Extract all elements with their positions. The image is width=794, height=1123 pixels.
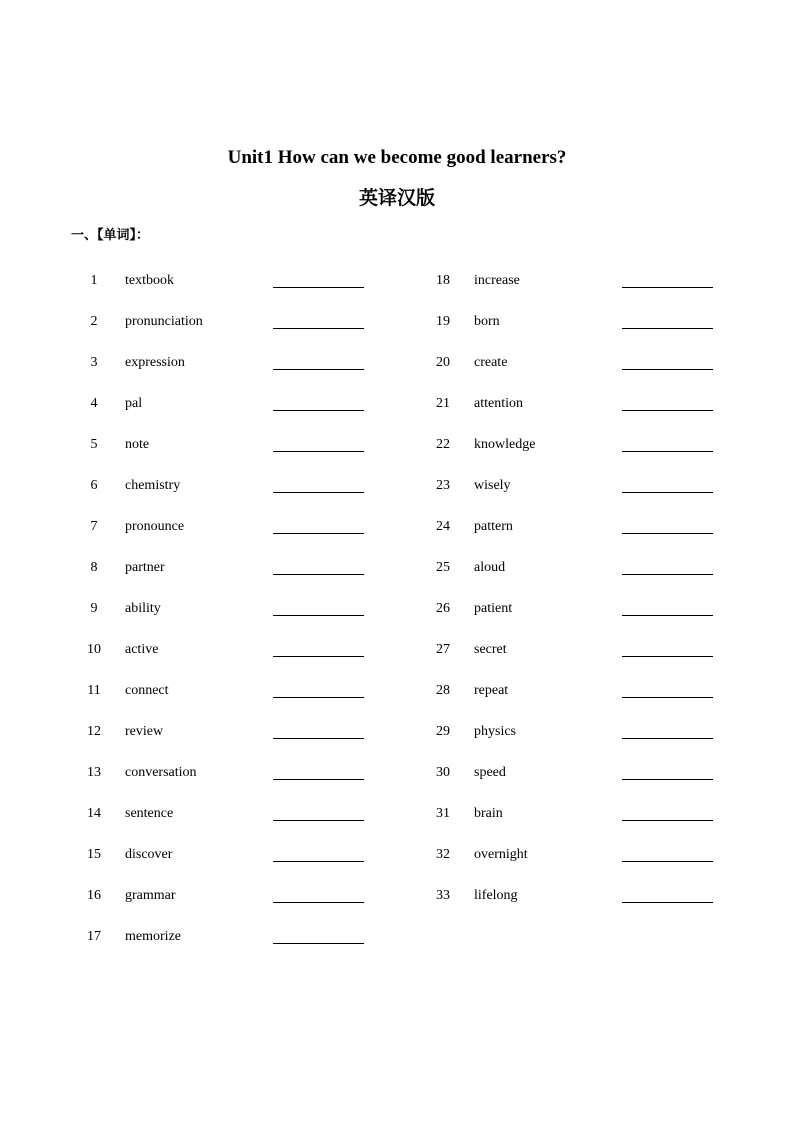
vocab-row <box>78 389 368 430</box>
answer-blank-line <box>622 410 713 411</box>
vocab-word: pronunciation <box>125 314 203 329</box>
answer-blank-line <box>273 779 364 780</box>
vocab-word: note <box>125 437 150 452</box>
answer-blank-line <box>273 287 364 288</box>
answer-blank-line <box>273 574 364 575</box>
vocab-word: overnight <box>474 847 528 862</box>
vocab-number: 20 <box>436 355 450 370</box>
vocab-number: 11 <box>87 683 101 698</box>
answer-blank-line <box>622 287 713 288</box>
answer-blank-line <box>273 410 364 411</box>
vocab-row <box>78 266 368 307</box>
answer-blank-line <box>273 328 364 329</box>
vocab-number: 22 <box>436 437 450 452</box>
page-subtitle: 英译汉版 <box>358 187 435 209</box>
vocab-number: 17 <box>87 929 101 944</box>
vocab-number: 28 <box>436 683 450 698</box>
vocab-word: patient <box>474 601 513 616</box>
vocab-word: attention <box>474 396 523 411</box>
vocab-word: secret <box>474 642 507 657</box>
vocab-row <box>78 512 368 553</box>
word-column-right <box>427 266 717 922</box>
answer-blank-line <box>622 697 713 698</box>
vocab-row <box>78 881 368 922</box>
vocab-word: memorize <box>125 929 181 944</box>
answer-blank-line <box>273 492 364 493</box>
vocab-row <box>427 594 717 635</box>
vocab-row <box>427 635 717 676</box>
vocab-number: 5 <box>90 437 98 452</box>
vocab-word: born <box>474 314 500 329</box>
section-heading: 一、【单词】： <box>71 228 150 243</box>
vocab-word: conversation <box>125 765 197 780</box>
vocab-row <box>427 676 717 717</box>
vocab-row <box>427 758 717 799</box>
answer-blank-line <box>622 902 713 903</box>
vocab-row <box>427 307 717 348</box>
vocab-number: 7 <box>90 519 98 534</box>
answer-blank-line <box>273 656 364 657</box>
vocab-word: physics <box>474 724 516 739</box>
vocab-number: 18 <box>436 273 450 288</box>
answer-blank-line <box>273 902 364 903</box>
vocab-row <box>78 922 368 963</box>
vocab-number: 29 <box>436 724 450 739</box>
answer-blank-line <box>273 533 364 534</box>
vocab-word: knowledge <box>474 437 536 452</box>
vocab-row <box>427 881 717 922</box>
vocab-word: repeat <box>474 683 509 698</box>
answer-blank-line <box>622 574 713 575</box>
vocab-number: 6 <box>90 478 98 493</box>
answer-blank-line <box>273 451 364 452</box>
vocab-number: 23 <box>436 478 450 493</box>
vocab-word: wisely <box>474 478 511 493</box>
vocab-number: 14 <box>87 806 101 821</box>
vocab-word: aloud <box>474 560 506 575</box>
vocab-row <box>78 553 368 594</box>
vocab-word: expression <box>125 355 185 370</box>
answer-blank-line <box>622 533 713 534</box>
vocab-word: textbook <box>125 273 174 288</box>
answer-blank-line <box>273 943 364 944</box>
vocab-number: 9 <box>90 601 98 616</box>
vocab-number: 12 <box>87 724 101 739</box>
vocab-number: 27 <box>436 642 450 657</box>
vocab-row <box>78 840 368 881</box>
vocab-row <box>427 512 717 553</box>
vocab-row <box>427 266 717 307</box>
vocab-word: pattern <box>474 519 513 534</box>
vocab-row <box>427 553 717 594</box>
vocab-row <box>427 348 717 389</box>
vocab-number: 4 <box>90 396 98 411</box>
vocab-row <box>427 430 717 471</box>
vocab-number: 3 <box>90 355 98 370</box>
vocab-row <box>427 389 717 430</box>
vocab-word: pal <box>125 396 143 411</box>
vocab-word: speed <box>474 765 506 780</box>
answer-blank-line <box>622 492 713 493</box>
vocab-number: 30 <box>436 765 450 780</box>
answer-blank-line <box>622 656 713 657</box>
vocab-row <box>427 799 717 840</box>
vocab-word: review <box>125 724 164 739</box>
vocab-number: 10 <box>87 642 101 657</box>
vocab-word: connect <box>125 683 169 698</box>
vocab-word: lifelong <box>474 888 518 903</box>
vocab-row <box>427 717 717 758</box>
vocab-word: grammar <box>125 888 176 903</box>
vocab-number: 15 <box>87 847 101 862</box>
page-title: Unit1 How can we become good learners? <box>227 147 567 168</box>
vocab-number: 13 <box>87 765 101 780</box>
vocab-number: 19 <box>436 314 450 329</box>
answer-blank-line <box>622 820 713 821</box>
answer-blank-line <box>622 328 713 329</box>
vocab-row <box>78 348 368 389</box>
answer-blank-line <box>273 861 364 862</box>
answer-blank-line <box>622 615 713 616</box>
answer-blank-line <box>622 861 713 862</box>
vocab-number: 31 <box>436 806 450 821</box>
vocab-number: 26 <box>436 601 450 616</box>
vocab-word: ability <box>125 601 161 616</box>
answer-blank-line <box>273 820 364 821</box>
vocab-row <box>78 594 368 635</box>
vocab-word: brain <box>474 806 503 821</box>
vocab-row <box>78 676 368 717</box>
vocab-word: pronounce <box>125 519 185 534</box>
answer-blank-line <box>622 779 713 780</box>
vocab-word: increase <box>474 273 520 288</box>
vocab-row <box>78 307 368 348</box>
word-column-left <box>78 266 368 963</box>
vocab-row <box>78 758 368 799</box>
vocab-word: sentence <box>125 806 174 821</box>
vocab-number: 25 <box>436 560 450 575</box>
vocab-row <box>78 799 368 840</box>
answer-blank-line <box>622 738 713 739</box>
vocab-word: create <box>474 355 508 370</box>
answer-blank-line <box>273 697 364 698</box>
vocab-row <box>78 471 368 512</box>
answer-blank-line <box>273 615 364 616</box>
vocab-number: 33 <box>436 888 450 903</box>
vocab-row <box>427 471 717 512</box>
vocab-word: discover <box>125 847 173 862</box>
answer-blank-line <box>273 738 364 739</box>
vocab-row <box>78 717 368 758</box>
vocab-row <box>78 430 368 471</box>
answer-blank-line <box>622 451 713 452</box>
vocab-number: 24 <box>436 519 450 534</box>
answer-blank-line <box>273 369 364 370</box>
vocab-number: 1 <box>90 273 98 288</box>
vocab-word: chemistry <box>125 478 181 493</box>
vocab-word: active <box>125 642 159 657</box>
vocab-number: 16 <box>87 888 101 903</box>
vocab-word: partner <box>125 560 165 575</box>
vocab-number: 8 <box>90 560 98 575</box>
vocab-number: 2 <box>90 314 98 329</box>
answer-blank-line <box>622 369 713 370</box>
vocab-row <box>78 635 368 676</box>
vocab-number: 32 <box>436 847 450 862</box>
vocab-row <box>427 840 717 881</box>
vocab-number: 21 <box>436 396 450 411</box>
